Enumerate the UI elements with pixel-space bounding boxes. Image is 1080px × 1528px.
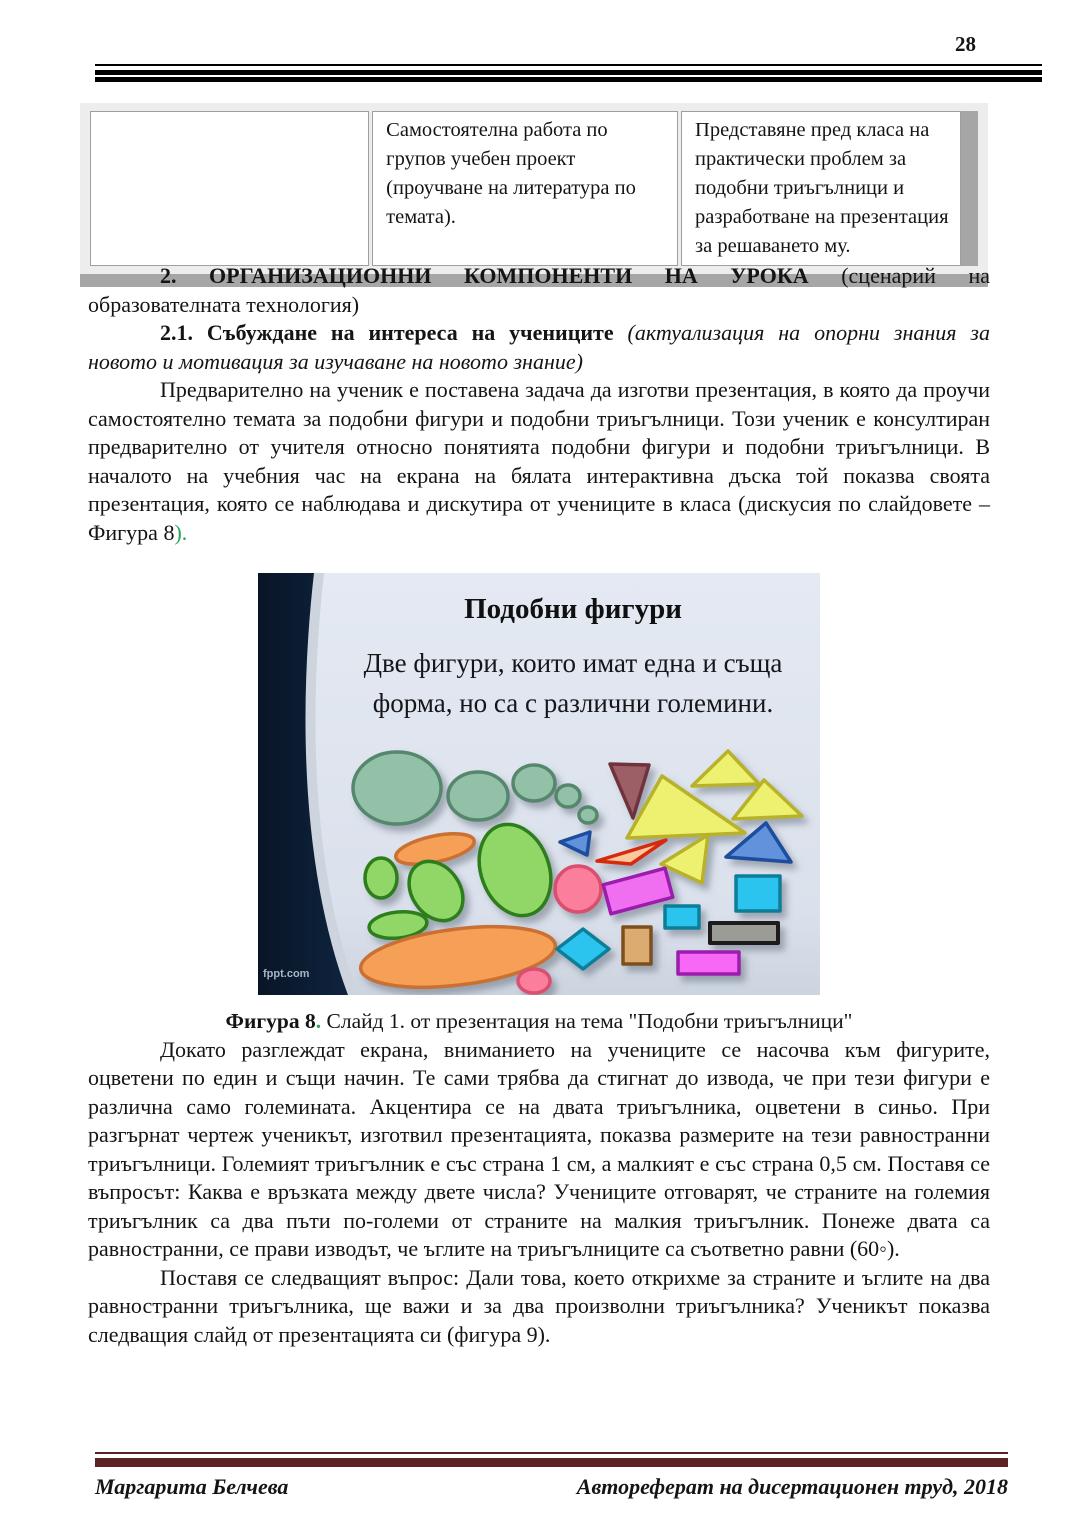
figure-8-slide [258,573,820,995]
slide-shape [736,876,780,911]
table-cell-presentation: Представяне пред класа на практически проблем за подобни триъгълници и разработване на презентация за решаването му. [681,111,961,266]
header-rule [95,64,1042,82]
section-heading-21-line2: новото и мотивация за изучаване на новото знание) [88,348,583,374]
section-heading-21-bold: 2.1. Събуждане на интереса на учениците [160,320,614,345]
slide-subtitle-line1: Две фигури, които имат една и съща [363,648,783,678]
page-number: 28 [955,32,976,56]
slide-shape [513,765,555,801]
section-heading-21-line1 [88,319,990,348]
slide-shape [556,785,580,807]
slide-shape [710,923,778,943]
figure-caption-label: Фигура 8 [225,1009,316,1033]
slide-shape [555,866,601,912]
slide-shape [365,858,397,898]
table-cell-group-work: Самостоятелна работа по групов учебен проект (проучване на литература по темата). [372,111,678,266]
figure-caption-green-dot: . [315,1009,322,1033]
slide-shape [623,927,651,964]
page-content [88,262,990,1349]
lesson-plan-table [80,103,988,287]
footer-rule-thin [95,1452,1008,1454]
slide-shape [665,906,699,928]
slide-shape [353,752,441,824]
paragraph-1-text: Предварително на ученик е поставена задача да изготви презентация, в която да проучи самостоятелно темата за подобни фигури и подобни триъгълници. Този ученик е консултиран предварително от учителя относно понятията подобни фигури и подобни триъгълници. В началото на учебния час на екрана на бялата интерактивна дъска той показва своята презентация, която се наблюдава и дискутира от учениците в класа (дискусия по слайдовете – Фигура 8 [88,377,990,545]
figure-caption-text: Слайд 1. от презентация на тема "Подобни триъгълници" [321,1009,853,1033]
slide-background-image [258,573,820,995]
header-rule-thick2 [95,77,1042,82]
section-heading-21-tail: (актуализация на опорни знания за [627,320,991,345]
slide-subtitle [330,643,816,723]
section-heading-2-tail: (сценарий на [841,263,990,288]
section-heading-2-line2: образователната технология) [88,291,360,317]
footer-author: Маргарита Белчева [95,1474,289,1499]
paragraph-1-green-paren: ). [174,519,188,545]
paragraph-1 [88,376,990,547]
slide-title: Подобни фигури [464,593,682,625]
slide-shape [579,807,597,823]
slide-shape [448,772,508,820]
section-heading-2-bold: 2. ОРГАНИЗАЦИОННИ КОМПОНЕНТИ НА УРОКА [160,263,809,288]
table-cell-empty [90,111,369,266]
section-heading-2-line1 [88,262,990,291]
slide-shape [678,952,739,974]
paragraph-3: Поставя се следващият въпрос: Дали това, което открихме за страните и ъглите на два равностранни триъгълника, ще важи и за два произволни триъгълника? Ученикът показва следващия слайд от презентацията си (фигура 9). [88,1264,990,1347]
fppt-watermark: fppt.com [263,967,310,980]
footer-work-title: Автореферат на дисертационен труд, 2018 [576,1474,1008,1499]
page-footer [95,1452,1008,1500]
figure-caption [88,1007,990,1036]
footer-rule-bar [95,1458,1008,1467]
slide-shape [518,969,550,993]
table-shadow-right [961,111,978,266]
paragraph-2: Докато разглеждат екрана, вниманието на учениците се насочва към фигурите, оцветени по един и същи начин. Те сами трябва да стигнат до извода, че при тези фигури е различна само големината. Акцентира се на двата триъгълника, оцветени в синьо. При разгърнат чертеж ученикът, изготвил презентацията, показва размерите на тези равностранни триъгълници. Големият триъгълник е със страна 1 см, а малкият е със страна 0,5 см. Поставя се въпросът: Каква е връзката между двете числа? Учениците отговарят, че страните на големия триъгълник са два пъти по-големи от страните на малкия триъгълник. Понеже двата са равностранни, се прави изводът, че ъглите на триъгълниците са съответно равни (60◦). [88,1036,990,1261]
slide-subtitle-line2: форма, но са с различни големини. [372,688,774,718]
